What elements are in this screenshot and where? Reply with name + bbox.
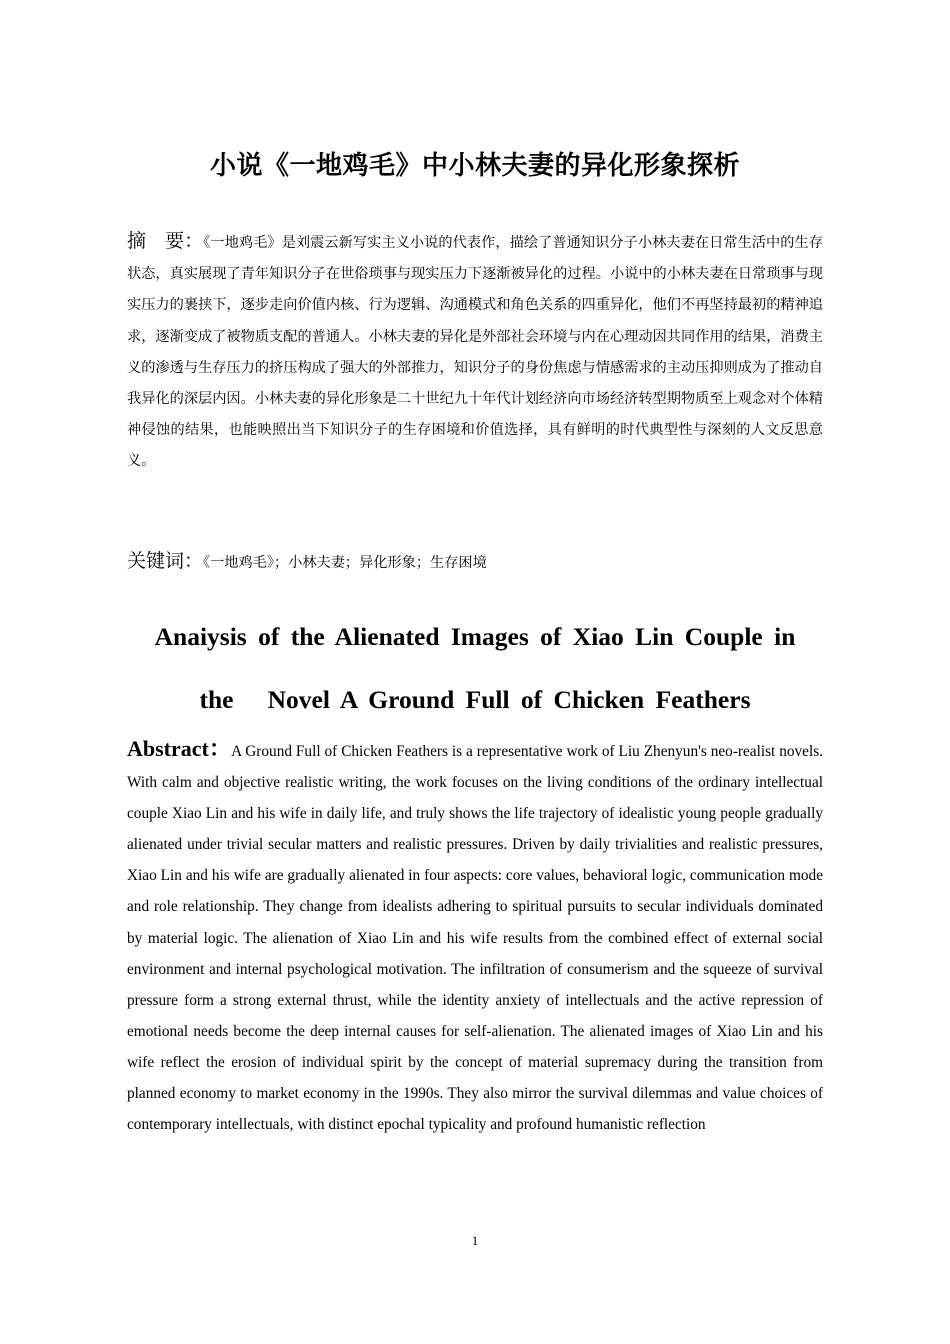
english-abstract-label: Abstract： [127,736,232,761]
english-abstract-text: A Ground Full of Chicken Feathers is a representative work of Liu Zhenyun's neo-realist novels. With calm and objective realistic writing, the work focuses on the living conditions of the ordinary intellectual couple Xiao Lin and his wife in daily life, and truly shows the life trajectory of idealistic young people gradually alienated under trivial secular matters and realistic pressures. Driven by daily trivialities and realistic pressures, Xiao Lin and his wife are gradually alienated in four aspects: core values, behavioral logic, communication mode and role relationship. They change from idealists adhering to spiritual pursuits to secular individuals dominated by material logic. The alienation of Xiao Lin and his wife results from the combined effect of external social environment and internal psychological motivation. The infiltration of consumerism and the squeeze of survival pressure form a strong external thrust, while the identity anxiety of intellectuals and the active repression of emotional needs become the deep internal causes for self-alienation. The alienated images of Xiao Lin and his wife reflect the erosion of individual spirit by the concept of material supremacy during the transition from planned economy to market economy in the 1990s. They also mirror the survival dilemmas and value choices of contemporary intellectuals, with distinct epochal typicality and profound humanistic reflection [127,743,823,1134]
chinese-title: 小说《一地鸡毛》中小林夫妻的异化形象探析 [209,151,740,181]
english-title-line-1: Anaiysis of the Alienated Images of Xiao Lin Couple in [154,622,796,651]
page-number: 1 [471,1233,479,1248]
english-title-line-2: the Novel A Ground Full of Chicken Feathers [199,685,751,714]
chinese-keywords-label: 关键词： [127,550,204,572]
chinese-abstract-label: 摘 要： [127,230,204,252]
chinese-keywords [127,546,823,578]
chinese-abstract-text: 《一地鸡毛》是刘震云新写实主义小说的代表作，描绘了普通知识分子小林夫妻在日常生活中的生存状态，真实展现了青年知识分子在世俗琐事与现实压力下逐渐被异化的过程。小说中的小林夫妻在日常琐事与现实压力的裹挟下，逐步走向价值内核、行为逻辑、沟通模式和角色关系的四重异化，他们不再坚持最初的精神追求，逐渐变成了被物质支配的普通人。小林夫妻的异化是外部社会环境与内在心理动因共同作用的结果，消费主义的渗透与生存压力的挤压构成了强大的外部推力，知识分子的身份焦虑与情感需求的主动压抑则成为了推动自我异化的深层内因。小林夫妻的异化形象是二十世纪九十年代计划经济向市场经济转型期物质至上观念对个体精神侵蚀的结果，也能映照出当下知识分子的生存困境和价值选择，具有鲜明的时代典型性与深刻的人文反思意义。 [127,235,823,470]
english-title [0,605,950,731]
chinese-abstract [127,226,823,478]
chinese-keywords-text: 《一地鸡毛》；小林夫妻；异化形象；生存困境 [203,555,487,571]
english-abstract [127,733,823,1211]
